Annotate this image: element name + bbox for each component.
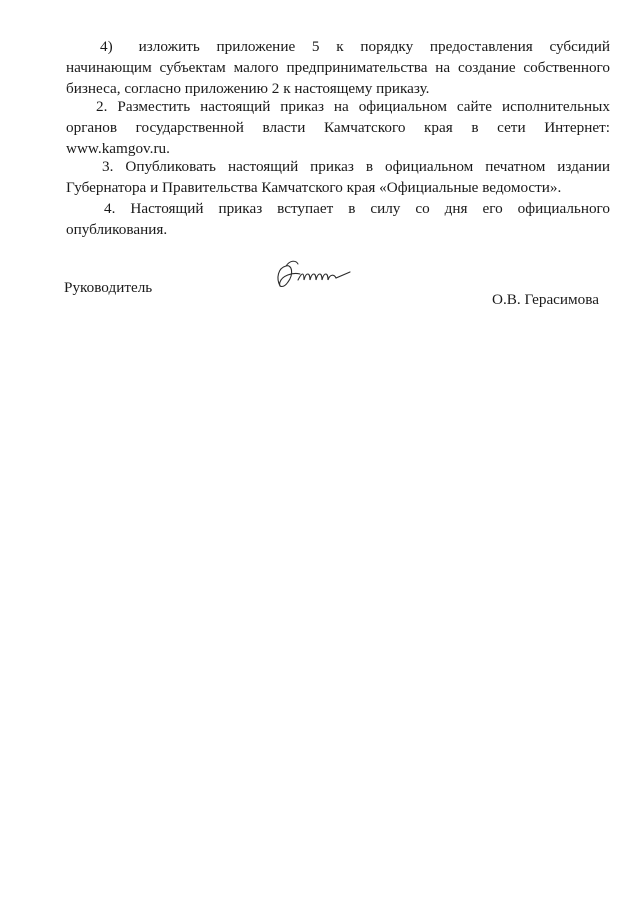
paragraph-item-4: [66, 36, 610, 99]
signer-title: Руководитель: [64, 279, 153, 296]
paragraph-text: Разместить настоящий приказ на официальном сайте исполнительных органов государственной власти Камчатского края в сети Интернет: www.kamgov.ru.: [66, 98, 610, 157]
paragraph-number: 4): [100, 38, 113, 55]
paragraph-text: Опубликовать настоящий приказ в официальном печатном издании Губернатора и Правительства Камчатского края «Официальные ведомости».: [66, 158, 611, 196]
paragraph-item-3: [66, 156, 610, 198]
paragraph-number: 3.: [102, 158, 114, 175]
handwritten-signature-icon: [272, 256, 362, 296]
paragraph-number: 2.: [96, 98, 108, 115]
paragraph-item-2: [66, 96, 610, 159]
paragraph-item-4b: [66, 198, 610, 240]
signer-name: О.В. Герасимова: [492, 291, 599, 308]
paragraph-text: Настоящий приказ вступает в силу со дня его официального опубликования.: [66, 200, 610, 238]
paragraph-number: 4.: [104, 200, 116, 217]
paragraph-text: изложить приложение 5 к порядку предоставления субсидий начинающим субъектам малого предпринимательства на создание собственного бизнеса, согласно приложению 2 к настоящему приказу.: [66, 38, 610, 97]
